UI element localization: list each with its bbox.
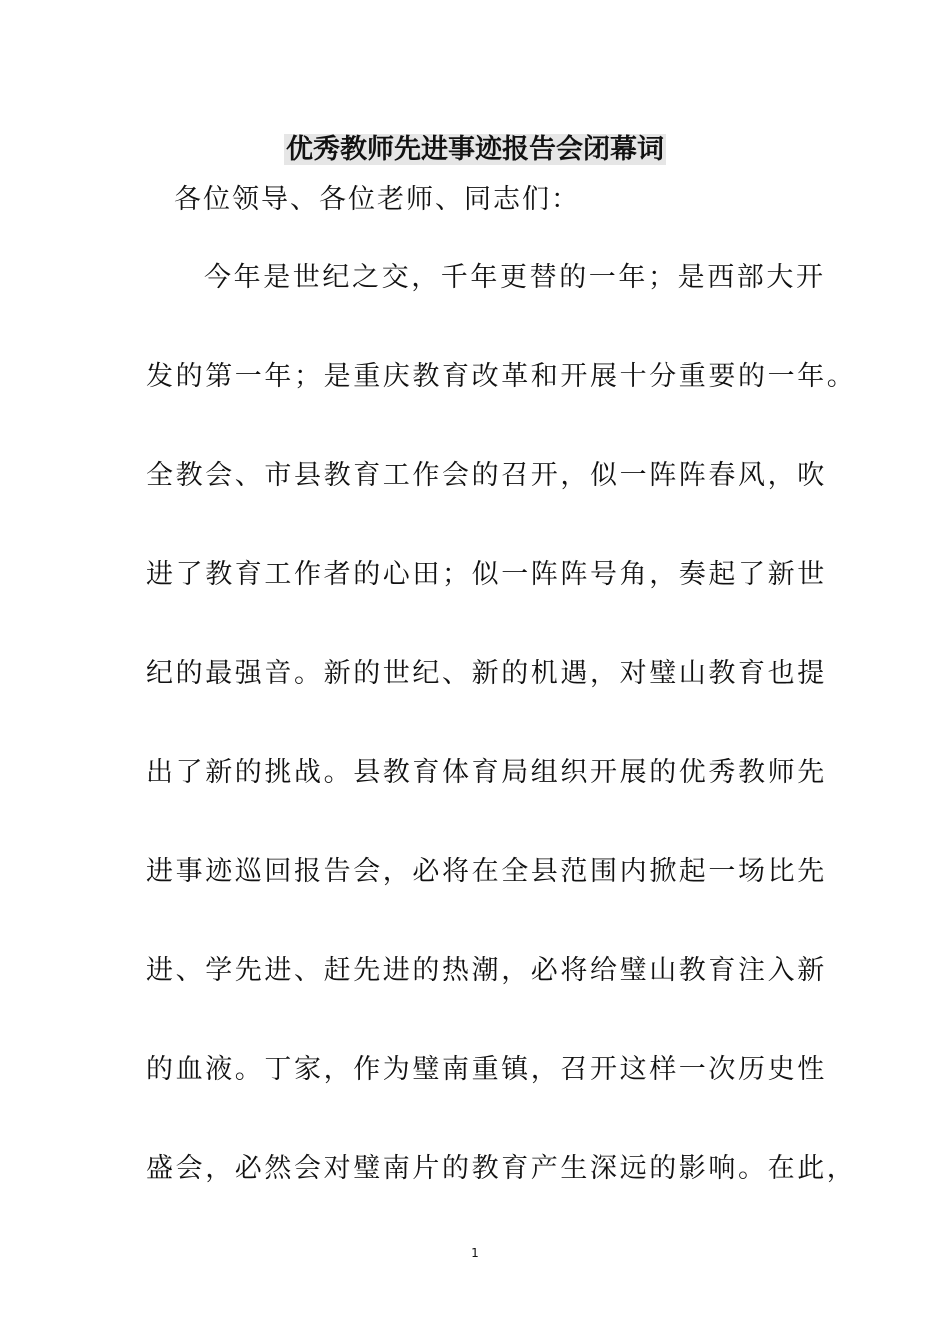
paragraph-line-5: 纪的最强音。新的世纪、新的机遇，对璧山教育也提 xyxy=(146,658,827,689)
paragraph-line-10: 盛会，必然会对璧南片的教育产生深远的影响。在此， xyxy=(146,1153,857,1184)
paragraph-line-2: 发的第一年；是重庆教育改革和开展十分重要的一年。 xyxy=(146,361,857,392)
paragraph-line-7: 进事迹巡回报告会，必将在全县范围内掀起一场比先 xyxy=(146,856,827,887)
page-number: 1 xyxy=(471,1246,479,1260)
paragraph-line-4: 进了教育工作者的心田；似一阵阵号角，奏起了新世 xyxy=(146,559,827,590)
document-title-text: 优秀教师先进事迹报告会闭幕词 xyxy=(286,134,664,165)
paragraph-line-6: 出了新的挑战。县教育体育局组织开展的优秀教师先 xyxy=(146,757,827,788)
paragraph-line-1: 今年是世纪之交，千年更替的一年；是西部大开 xyxy=(204,262,826,293)
document-title xyxy=(0,130,950,170)
paragraph-line-3: 全教会、市县教育工作会的召开，似一阵阵春风，吹 xyxy=(146,460,827,491)
paragraph-line-9: 的血液。丁家，作为璧南重镇，召开这样一次历史性 xyxy=(146,1054,827,1085)
greeting-line: 各位领导、各位老师、同志们： xyxy=(174,184,580,215)
paragraph-line-8: 进、学先进、赶先进的热潮，必将给璧山教育注入新 xyxy=(146,955,827,986)
